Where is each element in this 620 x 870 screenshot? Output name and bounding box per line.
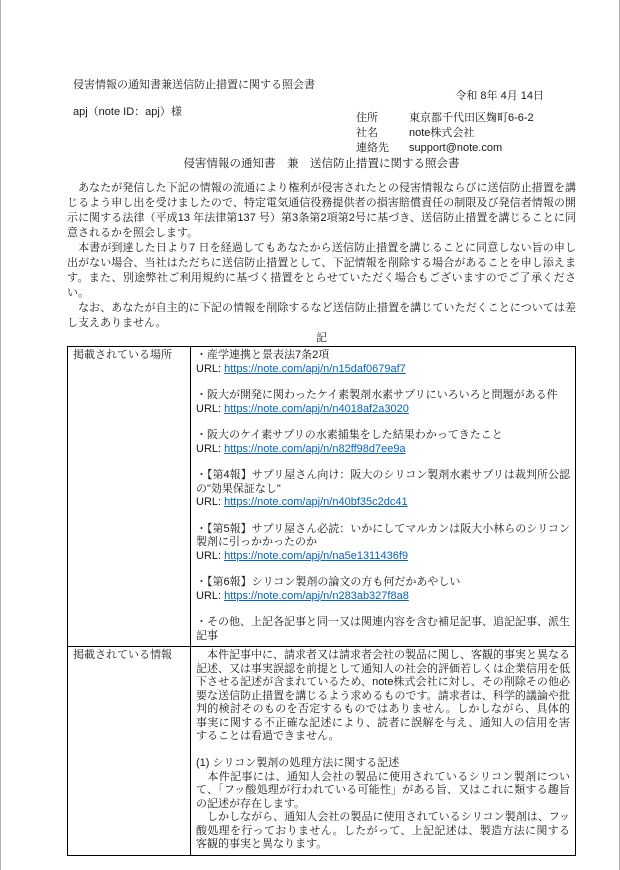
article-item — [196, 469, 570, 510]
article-url-line — [196, 550, 570, 564]
sender-contact-label: 連絡先 — [356, 142, 389, 154]
notice-table — [67, 346, 576, 856]
table-row-info — [68, 647, 576, 856]
article-item — [196, 616, 570, 643]
document-title: 侵害情報の通知書兼送信防止措置に関する照会書 — [73, 79, 315, 91]
addressee-line: apj（note ID：apj）様 — [73, 106, 182, 118]
places-content-cell — [191, 347, 576, 647]
article-title: ・【第6報】シリコン製剤の論文の方も何だかあやしい — [196, 576, 461, 588]
article-item — [196, 389, 570, 416]
article-item — [196, 523, 570, 564]
article-link[interactable]: https://note.com/apj/n/n82ff98d7ee9a — [224, 442, 406, 455]
sender-contact-value: support@note.com — [409, 142, 503, 154]
url-label: URL: — [196, 589, 225, 602]
article-url-line — [196, 590, 570, 604]
article-title: ・阪大が開発に関わったケイ素製剤水素サプリにいろいろと問題がある件 — [196, 389, 558, 401]
article-link[interactable]: https://note.com/apj/n/n283ab327f8a8 — [224, 589, 409, 602]
info-sub1-title: (1) シリコン製剤の処理方法に関する記述 — [196, 757, 400, 769]
url-label: URL: — [196, 402, 225, 415]
spacer — [196, 744, 570, 758]
info-sub1-paragraph-2: しかしながら、通知人会社の製品に使用されているシリコン製剤は、フッ酸処理を行っておりません。したがって、上記記述は、製造方法に関する客観的事実と異なります。 — [196, 811, 570, 850]
info-content-cell — [191, 647, 576, 856]
sender-address-value: 東京都千代田区麹町6-6-2 — [409, 112, 534, 124]
url-label: URL: — [196, 442, 225, 455]
url-label: URL: — [196, 496, 225, 508]
article-title: ・【第4報】サプリ屋さん向け：阪大のシリコン製剤水素サプリは裁判所公認の"効果保証なし" — [196, 469, 570, 495]
issue-date: 令和 8年 4月 14日 — [455, 90, 544, 102]
article-link[interactable]: https://note.com/apj/n/na5e1311436f9 — [224, 549, 409, 562]
notice-heading: 侵害情報の通知書 兼 送信防止措置に関する照会書 — [183, 158, 460, 170]
url-label: URL: — [196, 549, 225, 562]
sender-address-label: 住所 — [356, 112, 378, 124]
sender-company-row — [356, 126, 534, 141]
article-url-line — [196, 363, 570, 377]
sender-company-value: note株式会社 — [409, 127, 475, 139]
article-link[interactable]: https://note.com/apj/n/n40bf35c2dc41 — [224, 496, 408, 508]
sender-company-label: 社名 — [356, 127, 378, 139]
article-url-line — [196, 496, 570, 510]
article-link[interactable]: https://note.com/apj/n/n15daf0679af7 — [224, 362, 406, 375]
body-text-block — [67, 181, 576, 856]
sender-address-row — [356, 111, 534, 126]
sender-contact-row — [356, 141, 534, 156]
article-url-line — [196, 443, 570, 457]
article-item — [196, 429, 570, 456]
body-paragraph-3: なお、あなたが自主的に下記の情報を削除するなど送信防止措置を講じていただくことについては差し支えありません。 — [67, 302, 576, 329]
article-item — [196, 349, 570, 376]
ki-marker: 記 — [316, 332, 327, 344]
info-paragraph-1: 本件記事中に、請求者又は請求者会社の製品に関し、客観的事実と異なる記述、又は事実誤認を前提として通知人の社会的評価若しくは企業信用を低下させる記述が含まれているため、note株式会社に対し、その削除その他必要な送信防止措置を講じるよう求めるものです。請求者は、科学的議論や批判的検討そのものを否定するものではありません。しかしながら、具体的事実に関する不正確な記述により、読者に誤解を与え、通知人の信用を害することは看過できません。 — [196, 649, 570, 742]
article-title: ・産学連携と景表法7条2項 — [196, 349, 330, 361]
article-title: ・その他、上記各記事と同一又は関連内容を含む補足記事、追記記事、派生記事 — [196, 616, 570, 642]
table-row-places — [68, 347, 576, 647]
article-title: ・阪大のケイ素サプリの水素捕集をした結果わかってきたこと — [196, 429, 503, 441]
article-link[interactable]: https://note.com/apj/n/n4018af2a3020 — [224, 402, 409, 415]
url-label: URL: — [196, 362, 225, 375]
sender-block — [356, 111, 534, 156]
body-paragraph-1: あなたが発信した下記の情報の流通により権利が侵害されたとの侵害情報ならびに送信防止措置を講じるよう申し出を受けましたので、特定電気通信役務提供者の損害賠償責任の制限及び発信者情報の開示に関する法律（平成13 年法律第137 号）第3条第2項第2号に基づき、送信防止措置を講じることに同意されるかを照会します。 — [67, 182, 576, 239]
places-header-cell: 掲載されている場所 — [68, 347, 191, 647]
article-title: ・【第5報】サプリ屋さん必読：いかにしてマルカンは阪大小林らのシリコン製剤に引っかかったのか — [196, 522, 570, 548]
article-url-line — [196, 403, 570, 417]
article-item — [196, 576, 570, 603]
body-paragraph-2: 本書が到達した日より7 日を経過してもあなたから送信防止措置を講じることに同意しない旨の申し出がない場合、当社はただちに送信防止措置として、下記情報を削除する場合があることを申し添えます。また、別途弊社ご利用規約に基づく措置をとらせていただく場合もございますのでご了承ください。 — [67, 242, 576, 299]
info-sub1-paragraph-1: 本件記事には、通知人会社の製品に使用されているシリコン製剤について、「フッ酸処理が行われている可能性」がある旨、又はこれに類する趣旨の記述が存在します。 — [196, 770, 570, 810]
info-header-cell: 掲載されている情報 — [68, 647, 191, 856]
